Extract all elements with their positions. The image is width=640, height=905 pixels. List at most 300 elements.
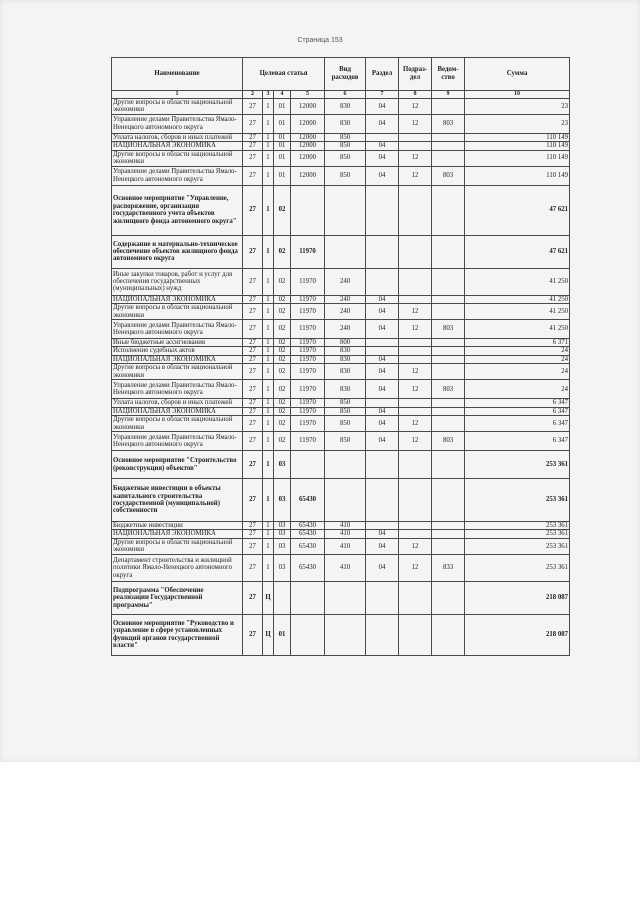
- table-row: [112, 479, 570, 522]
- table-cell-vedomstvo: 803: [432, 432, 465, 451]
- table-cell-vedomstvo: [432, 479, 465, 522]
- table-cell-sum: 41 250: [465, 304, 570, 320]
- table-cell-col2: 27: [243, 99, 263, 115]
- table-cell-col2: 27: [243, 554, 263, 581]
- table-cell-podrazdel: 12: [399, 150, 432, 166]
- table-cell-col2: 27: [243, 522, 263, 530]
- table-cell-vedomstvo: [432, 268, 465, 295]
- table-cell-col4: 02: [274, 185, 291, 235]
- table-body: [112, 99, 570, 656]
- table-cell-vid: 830: [325, 99, 366, 115]
- table-cell-name: Уплата налогов, сборов и иных платежей: [112, 133, 243, 141]
- table-cell-col2: 27: [243, 581, 263, 614]
- table-cell-name: Иные закупки товаров, работ и услуг для обеспечения государственных (муниципальных) нужд: [112, 268, 243, 295]
- table-cell-col4: 01: [274, 142, 291, 150]
- table-cell-vedomstvo: [432, 347, 465, 355]
- table-cell-col3: Ц: [263, 581, 274, 614]
- table-cell-col2: 27: [243, 407, 263, 415]
- table-cell-name: Управление делами Правительства Ямало-Ненецкого автономного округа: [112, 320, 243, 339]
- table-cell-col4: 01: [274, 614, 291, 655]
- table-cell-vedomstvo: [432, 295, 465, 303]
- table-cell-sum: 253 361: [465, 554, 570, 581]
- table-cell-col5: 12000: [291, 114, 325, 133]
- table-cell-col5: 11970: [291, 304, 325, 320]
- table-cell-podrazdel: 12: [399, 432, 432, 451]
- table-cell-vid: 830: [325, 347, 366, 355]
- table-cell-razdel: [366, 347, 399, 355]
- table-row: [112, 320, 570, 339]
- table-cell-vedomstvo: [432, 416, 465, 432]
- table-cell-col2: 27: [243, 166, 263, 185]
- table-cell-podrazdel: 12: [399, 166, 432, 185]
- table-cell-col3: 1: [263, 479, 274, 522]
- table-cell-col5: 12000: [291, 142, 325, 150]
- table-cell-razdel: 04: [366, 150, 399, 166]
- table-row: [112, 185, 570, 235]
- table-cell-col4: 02: [274, 295, 291, 303]
- table-cell-name: Другие вопросы в области национальной экономики: [112, 304, 243, 320]
- table-row: [112, 538, 570, 554]
- table-cell-col3: 1: [263, 347, 274, 355]
- table-cell-vid: 830: [325, 355, 366, 363]
- table-cell-razdel: 04: [366, 530, 399, 538]
- table-cell-col5: 11970: [291, 355, 325, 363]
- table-cell-sum: 253 361: [465, 538, 570, 554]
- header-summa: Сумма: [465, 58, 570, 91]
- table-cell-razdel: [366, 399, 399, 407]
- header-target: Целевая статья: [243, 58, 325, 91]
- table-cell-name: Управление делами Правительства Ямало-Ненецкого автономного округа: [112, 432, 243, 451]
- table-cell-col5: 12000: [291, 166, 325, 185]
- table-cell-sum: 253 361: [465, 522, 570, 530]
- table-cell-col4: 02: [274, 380, 291, 399]
- table-cell-col3: 1: [263, 522, 274, 530]
- table-cell-col3: 1: [263, 142, 274, 150]
- table-row: [112, 114, 570, 133]
- col-number: 7: [366, 91, 399, 99]
- table-cell-razdel: 04: [366, 538, 399, 554]
- table-row: [112, 339, 570, 347]
- table-cell-sum: 47 621: [465, 185, 570, 235]
- table-cell-podrazdel: [399, 133, 432, 141]
- table-cell-col5: 65430: [291, 530, 325, 538]
- table-cell-col5: 65430: [291, 554, 325, 581]
- table-cell-col5: 12000: [291, 99, 325, 115]
- table-cell-col5: 11970: [291, 364, 325, 380]
- table-cell-col4: 01: [274, 114, 291, 133]
- table-cell-col5: 11970: [291, 320, 325, 339]
- table-cell-col5: 11970: [291, 432, 325, 451]
- table-cell-name: Уплата налогов, сборов и иных платежей: [112, 399, 243, 407]
- table-cell-podrazdel: [399, 614, 432, 655]
- table-cell-col3: 1: [263, 320, 274, 339]
- table-cell-podrazdel: [399, 479, 432, 522]
- table-cell-col3: 1: [263, 451, 274, 479]
- table-cell-podrazdel: [399, 185, 432, 235]
- table-cell-col2: 27: [243, 399, 263, 407]
- table-cell-sum: 6 347: [465, 399, 570, 407]
- table-cell-vid: 410: [325, 530, 366, 538]
- table-cell-podrazdel: 12: [399, 416, 432, 432]
- col-number: 10: [465, 91, 570, 99]
- table-cell-col2: 27: [243, 320, 263, 339]
- table-cell-name: НАЦИОНАЛЬНАЯ ЭКОНОМИКА: [112, 142, 243, 150]
- table-cell-vid: 850: [325, 416, 366, 432]
- table-cell-col3: 1: [263, 554, 274, 581]
- table-cell-col3: 1: [263, 399, 274, 407]
- table-cell-vid: 850: [325, 133, 366, 141]
- table-cell-razdel: 04: [366, 295, 399, 303]
- blank-margin: [0, 762, 640, 905]
- table-cell-podrazdel: 12: [399, 380, 432, 399]
- table-cell-sum: 24: [465, 355, 570, 363]
- table-cell-col2: 27: [243, 614, 263, 655]
- table-cell-vid: 240: [325, 320, 366, 339]
- table-cell-podrazdel: [399, 347, 432, 355]
- table-cell-col3: 1: [263, 268, 274, 295]
- table-cell-name: Основное мероприятие "Руководство и управление в сфере установленных функций органов государственной власти": [112, 614, 243, 655]
- table-cell-razdel: 04: [366, 320, 399, 339]
- table-cell-col2: 27: [243, 347, 263, 355]
- table-cell-col3: 1: [263, 99, 274, 115]
- table-cell-col5: 11970: [291, 268, 325, 295]
- table-cell-vedomstvo: [432, 407, 465, 415]
- table-cell-col5: 11970: [291, 416, 325, 432]
- table-cell-razdel: [366, 522, 399, 530]
- table-cell-sum: 23: [465, 114, 570, 133]
- table-cell-vedomstvo: [432, 530, 465, 538]
- table-cell-col3: 1: [263, 355, 274, 363]
- table-cell-col4: 02: [274, 364, 291, 380]
- table-cell-col4: 02: [274, 407, 291, 415]
- table-cell-col4: 02: [274, 320, 291, 339]
- table-cell-name: Другие вопросы в области национальной экономики: [112, 150, 243, 166]
- table-cell-podrazdel: [399, 295, 432, 303]
- table-cell-name: Управление делами Правительства Ямало-Ненецкого автономного округа: [112, 166, 243, 185]
- table-cell-vid: 410: [325, 522, 366, 530]
- table-cell-col3: 1: [263, 364, 274, 380]
- table-cell-vid: [325, 614, 366, 655]
- table-cell-podrazdel: 12: [399, 114, 432, 133]
- table-cell-col4: 03: [274, 451, 291, 479]
- col-number: 5: [291, 91, 325, 99]
- table-cell-vedomstvo: [432, 133, 465, 141]
- table-cell-col2: 27: [243, 235, 263, 268]
- table-cell-razdel: [366, 235, 399, 268]
- table-cell-name: Департамент строительства и жилищной политики Ямало-Ненецкого автономного округа: [112, 554, 243, 581]
- table-cell-col2: 27: [243, 416, 263, 432]
- table-cell-sum: 110 149: [465, 133, 570, 141]
- table-cell-vid: [325, 479, 366, 522]
- table-cell-col5: 11970: [291, 347, 325, 355]
- table-cell-col4: 01: [274, 166, 291, 185]
- table-cell-vedomstvo: [432, 99, 465, 115]
- table-row: [112, 407, 570, 415]
- table-cell-col2: 27: [243, 185, 263, 235]
- table-cell-vedomstvo: [432, 399, 465, 407]
- table-cell-razdel: 04: [366, 355, 399, 363]
- table-cell-name: НАЦИОНАЛЬНАЯ ЭКОНОМИКА: [112, 355, 243, 363]
- table-row: [112, 235, 570, 268]
- table-cell-podrazdel: [399, 451, 432, 479]
- col-number: 6: [325, 91, 366, 99]
- table-cell-vid: 410: [325, 538, 366, 554]
- table-cell-vid: [325, 581, 366, 614]
- table-row: [112, 142, 570, 150]
- table-cell-razdel: 04: [366, 114, 399, 133]
- table-cell-vid: [325, 235, 366, 268]
- table-cell-col4: [274, 581, 291, 614]
- header-vid: Вид расходов: [325, 58, 366, 91]
- table-cell-vid: 850: [325, 142, 366, 150]
- table-row: [112, 364, 570, 380]
- table-cell-vid: 240: [325, 295, 366, 303]
- table-cell-sum: 110 149: [465, 142, 570, 150]
- table-cell-sum: 253 361: [465, 451, 570, 479]
- table-cell-vedomstvo: [432, 339, 465, 347]
- table-cell-razdel: 04: [366, 142, 399, 150]
- table-row: [112, 530, 570, 538]
- table-row: [112, 304, 570, 320]
- table-cell-col5: [291, 581, 325, 614]
- table-row: [112, 432, 570, 451]
- table-cell-col3: Ц: [263, 614, 274, 655]
- table-cell-col2: 27: [243, 364, 263, 380]
- table-cell-col5: 11970: [291, 235, 325, 268]
- table-cell-razdel: 04: [366, 380, 399, 399]
- table-cell-col2: 27: [243, 538, 263, 554]
- table-cell-sum: 6 347: [465, 416, 570, 432]
- table-cell-vedomstvo: [432, 150, 465, 166]
- col-number: 1: [112, 91, 243, 99]
- table-cell-podrazdel: 12: [399, 538, 432, 554]
- table-cell-name: НАЦИОНАЛЬНАЯ ЭКОНОМИКА: [112, 295, 243, 303]
- table-cell-razdel: [366, 581, 399, 614]
- table-cell-razdel: [366, 451, 399, 479]
- table-cell-vedomstvo: [432, 522, 465, 530]
- table-cell-name: Другие вопросы в области национальной экономики: [112, 364, 243, 380]
- table-cell-col4: 03: [274, 530, 291, 538]
- table-cell-vedomstvo: [432, 581, 465, 614]
- table-cell-col2: 27: [243, 380, 263, 399]
- table-cell-name: Управление делами Правительства Ямало-Ненецкого автономного округа: [112, 114, 243, 133]
- column-number-row: [112, 91, 570, 99]
- table-cell-col2: 27: [243, 432, 263, 451]
- table-cell-col5: [291, 451, 325, 479]
- table-cell-name: Бюджетные инвестиции в объекты капитального строительства государственной (муниципальной) собственности: [112, 479, 243, 522]
- table-cell-podrazdel: 12: [399, 304, 432, 320]
- budget-table: [111, 57, 570, 656]
- col-number: 3: [263, 91, 274, 99]
- table-cell-col2: 27: [243, 268, 263, 295]
- table-cell-col5: 11970: [291, 407, 325, 415]
- table-cell-razdel: [366, 479, 399, 522]
- table-cell-podrazdel: [399, 142, 432, 150]
- table-cell-col3: 1: [263, 295, 274, 303]
- table-cell-razdel: [366, 185, 399, 235]
- table-cell-vedomstvo: 803: [432, 380, 465, 399]
- table-cell-podrazdel: [399, 522, 432, 530]
- table-cell-vid: 240: [325, 268, 366, 295]
- table-row: [112, 416, 570, 432]
- table-cell-vid: [325, 451, 366, 479]
- table-cell-col3: 1: [263, 339, 274, 347]
- header-vedomstvo: Ведом-ство: [432, 58, 465, 91]
- table-cell-sum: 23: [465, 99, 570, 115]
- table-cell-col4: 02: [274, 355, 291, 363]
- table-cell-col3: 1: [263, 114, 274, 133]
- table-cell-vid: 850: [325, 150, 366, 166]
- table-cell-col2: 27: [243, 479, 263, 522]
- table-cell-col4: 03: [274, 522, 291, 530]
- table-cell-col3: 1: [263, 538, 274, 554]
- table-cell-col2: 27: [243, 133, 263, 141]
- table-cell-col2: 27: [243, 150, 263, 166]
- table-row: [112, 451, 570, 479]
- table-cell-vedomstvo: [432, 185, 465, 235]
- table-cell-name: НАЦИОНАЛЬНАЯ ЭКОНОМИКА: [112, 530, 243, 538]
- table-cell-razdel: 04: [366, 554, 399, 581]
- table-cell-col4: 01: [274, 150, 291, 166]
- table-cell-col2: 27: [243, 142, 263, 150]
- table-row: [112, 150, 570, 166]
- table-cell-col2: 27: [243, 355, 263, 363]
- table-cell-vedomstvo: 803: [432, 166, 465, 185]
- table-cell-podrazdel: [399, 581, 432, 614]
- header-name: Наименование: [112, 58, 243, 91]
- table-cell-col5: 12000: [291, 150, 325, 166]
- table-cell-name: Основное мероприятие "Управление, распоряжение, организация государственного учета объектов жилищного фонда автономного округа": [112, 185, 243, 235]
- table-cell-vedomstvo: [432, 451, 465, 479]
- table-cell-col3: 1: [263, 166, 274, 185]
- table-cell-sum: 47 621: [465, 235, 570, 268]
- table-cell-col2: 27: [243, 114, 263, 133]
- table-cell-vedomstvo: [432, 538, 465, 554]
- table-cell-vedomstvo: [432, 355, 465, 363]
- table-cell-razdel: 04: [366, 416, 399, 432]
- table-cell-col3: 1: [263, 432, 274, 451]
- table-cell-razdel: 04: [366, 432, 399, 451]
- table-cell-vid: 850: [325, 166, 366, 185]
- table-cell-col4: 03: [274, 538, 291, 554]
- table-cell-podrazdel: [399, 399, 432, 407]
- table-cell-sum: 6 347: [465, 432, 570, 451]
- table-cell-col3: 1: [263, 235, 274, 268]
- table-cell-name: Исполнение судебных актов: [112, 347, 243, 355]
- table-cell-col3: 1: [263, 185, 274, 235]
- table-cell-podrazdel: 12: [399, 320, 432, 339]
- table-cell-podrazdel: [399, 339, 432, 347]
- table-cell-razdel: 04: [366, 407, 399, 415]
- table-cell-col4: 03: [274, 479, 291, 522]
- table-cell-sum: 41 250: [465, 320, 570, 339]
- table-cell-sum: 218 087: [465, 614, 570, 655]
- table-cell-col4: 02: [274, 347, 291, 355]
- table-cell-col3: 1: [263, 150, 274, 166]
- table-cell-col3: 1: [263, 133, 274, 141]
- table-cell-col5: [291, 614, 325, 655]
- table-row: [112, 355, 570, 363]
- table-cell-name: Другие вопросы в области национальной экономики: [112, 416, 243, 432]
- table-cell-col4: 02: [274, 432, 291, 451]
- table-cell-col2: 27: [243, 530, 263, 538]
- table-cell-col4: 02: [274, 399, 291, 407]
- table-cell-vedomstvo: [432, 614, 465, 655]
- table-cell-col5: 11970: [291, 295, 325, 303]
- table-cell-col4: 02: [274, 416, 291, 432]
- table-cell-vid: 410: [325, 554, 366, 581]
- table-cell-sum: 24: [465, 380, 570, 399]
- table-cell-razdel: [366, 614, 399, 655]
- table-row: [112, 347, 570, 355]
- table-cell-name: Содержание и материально-техническое обеспечение объектов жилищного фонда автономного округа: [112, 235, 243, 268]
- table-cell-sum: 24: [465, 364, 570, 380]
- table-cell-name: Иные бюджетные ассигнования: [112, 339, 243, 347]
- table-cell-vedomstvo: [432, 304, 465, 320]
- table-cell-sum: 24: [465, 347, 570, 355]
- table-cell-vid: 800: [325, 339, 366, 347]
- table-cell-col5: [291, 185, 325, 235]
- table-cell-sum: 253 361: [465, 530, 570, 538]
- table-cell-podrazdel: [399, 268, 432, 295]
- table-cell-sum: 110 149: [465, 166, 570, 185]
- table-cell-col4: 01: [274, 99, 291, 115]
- table-cell-podrazdel: [399, 355, 432, 363]
- table-row: [112, 581, 570, 614]
- table-cell-col5: 11970: [291, 399, 325, 407]
- table-cell-name: Подпрограмма "Обеспечение реализации Государственной программы": [112, 581, 243, 614]
- table-cell-razdel: 04: [366, 99, 399, 115]
- table-cell-vedomstvo: [432, 235, 465, 268]
- table-cell-razdel: [366, 339, 399, 347]
- table-cell-vedomstvo: 803: [432, 320, 465, 339]
- table-cell-col2: 27: [243, 304, 263, 320]
- table-cell-vid: [325, 185, 366, 235]
- table-cell-vid: 830: [325, 380, 366, 399]
- table-cell-col4: 02: [274, 235, 291, 268]
- table-cell-col4: 03: [274, 554, 291, 581]
- table-cell-col5: 65430: [291, 538, 325, 554]
- table-cell-name: Основное мероприятие "Строительство (реконструкция) объектов": [112, 451, 243, 479]
- table-cell-col3: 1: [263, 416, 274, 432]
- table-row: [112, 614, 570, 655]
- table-cell-col5: 12000: [291, 133, 325, 141]
- table-cell-podrazdel: 12: [399, 99, 432, 115]
- table-row: [112, 166, 570, 185]
- table-cell-col4: 01: [274, 133, 291, 141]
- table-cell-razdel: 04: [366, 364, 399, 380]
- table-cell-vedomstvo: 833: [432, 554, 465, 581]
- col-number: 9: [432, 91, 465, 99]
- table-cell-col5: 65430: [291, 479, 325, 522]
- col-number: 4: [274, 91, 291, 99]
- table-cell-col5: 11970: [291, 339, 325, 347]
- table-row: [112, 399, 570, 407]
- table-cell-razdel: 04: [366, 166, 399, 185]
- table-cell-name: Другие вопросы в области национальной экономики: [112, 538, 243, 554]
- page-number: Страница 153: [297, 37, 343, 44]
- header-podrazdel: Подраз-дел: [399, 58, 432, 91]
- table-cell-razdel: [366, 133, 399, 141]
- table-cell-col3: 1: [263, 407, 274, 415]
- table-cell-vedomstvo: [432, 364, 465, 380]
- table-cell-sum: 6 347: [465, 407, 570, 415]
- table-cell-vid: 830: [325, 114, 366, 133]
- table-cell-vedomstvo: [432, 142, 465, 150]
- table-cell-col2: 27: [243, 451, 263, 479]
- table-cell-name: Управление делами Правительства Ямало-Ненецкого автономного округа: [112, 380, 243, 399]
- col-number: 8: [399, 91, 432, 99]
